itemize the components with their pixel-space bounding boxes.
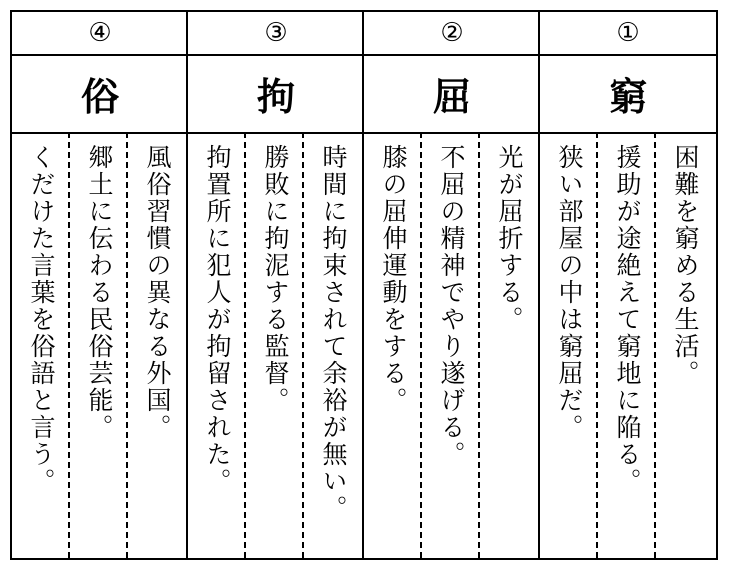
section-number: ①: [616, 18, 640, 48]
sentence-text: 拘置所に犯人が拘留された。: [203, 144, 232, 495]
sentence-text: 光が屈折する。: [495, 144, 524, 333]
example-sentence: [304, 144, 362, 549]
section-number: ③: [264, 18, 288, 48]
example-sentence: [540, 144, 598, 549]
sentence-text: 膝の屈伸運動をする。: [379, 144, 408, 414]
kanji-row-divider: [12, 132, 716, 134]
example-sentence: [188, 144, 246, 549]
section-kanji: 窮: [608, 74, 647, 119]
example-sentence: [246, 144, 304, 549]
example-sentence: [12, 144, 70, 549]
kanji-worksheet: [10, 10, 718, 560]
example-sentence: [598, 144, 656, 549]
example-sentence: [656, 144, 714, 549]
sentence-text: 狭い部屋の中は窮屈だ。: [555, 144, 584, 441]
example-sentence: [480, 144, 538, 549]
sentence-text: 風俗習慣の異なる外国。: [143, 144, 172, 441]
sentence-text: くだけた言葉を俗語と言う。: [27, 144, 56, 495]
sentence-text: 時間に拘束されて余裕が無い。: [319, 144, 348, 522]
sentence-text: 勝敗に拘泥する監督。: [261, 144, 290, 414]
example-sentence: [128, 144, 186, 549]
sentence-text: 不屈の精神でやり遂げる。: [437, 144, 466, 468]
section-number: ②: [440, 18, 464, 48]
sentence-text: 困難を窮める生活。: [671, 144, 700, 387]
section-kanji: 俗: [80, 74, 119, 119]
section-kanji: 屈: [432, 74, 471, 119]
sentence-text: 郷土に伝わる民俗芸能。: [85, 144, 114, 441]
example-sentence: [364, 144, 422, 549]
section-kanji: 拘: [256, 74, 295, 119]
sentence-text: 援助が途絶えて窮地に陥る。: [613, 144, 642, 495]
example-sentence: [422, 144, 480, 549]
section-number: ④: [88, 18, 112, 48]
example-sentence: [70, 144, 128, 549]
